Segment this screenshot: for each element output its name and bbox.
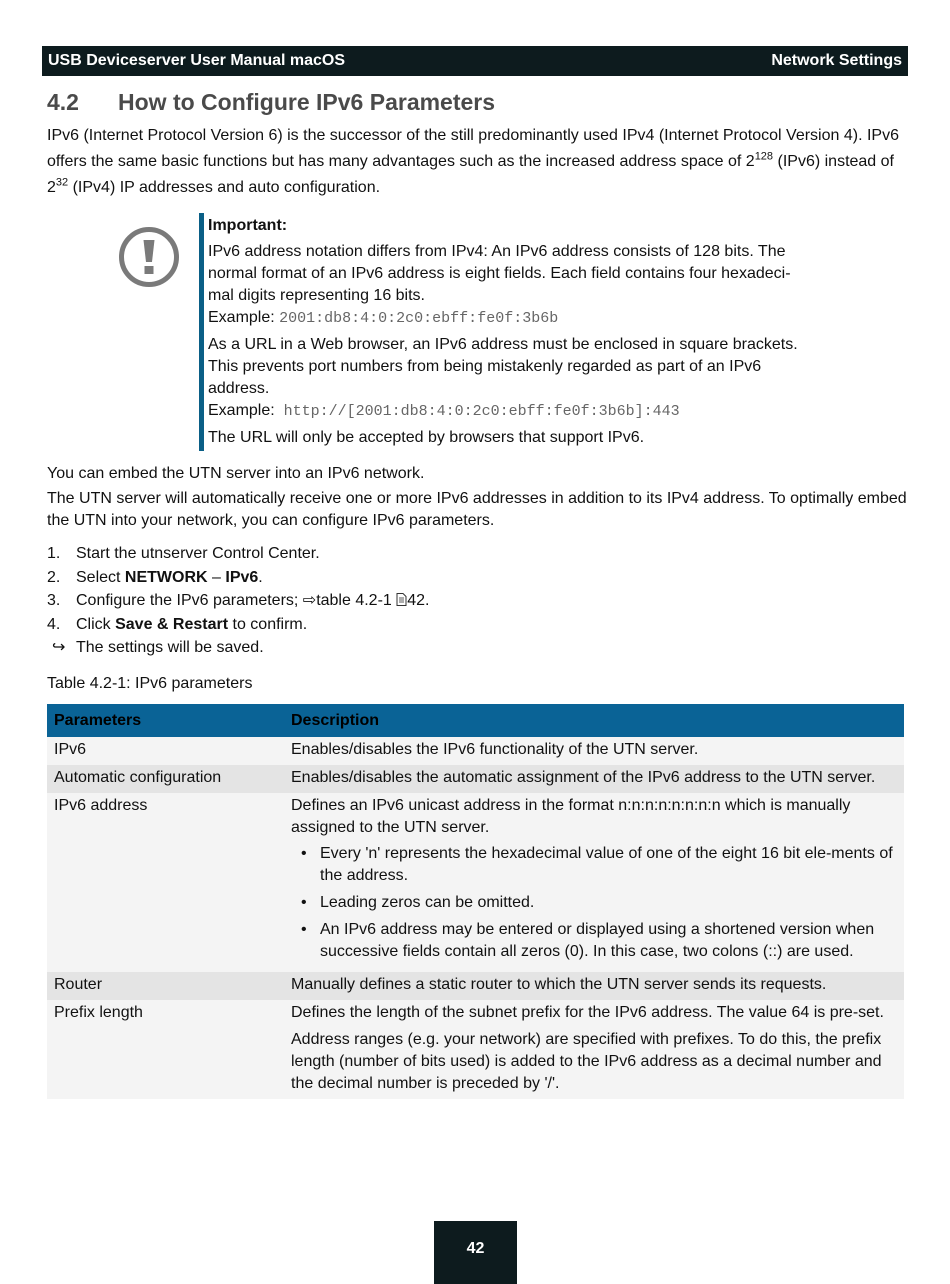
- table-row: [47, 737, 904, 765]
- section-title: How to Configure IPv6 Parameters: [118, 89, 496, 115]
- step-text: to confirm.: [228, 615, 308, 633]
- param-cell: IPv6 address: [47, 793, 284, 972]
- param-cell: Automatic configuration: [47, 765, 284, 793]
- page-number: 42: [434, 1221, 517, 1284]
- bullet-item: [291, 843, 897, 887]
- description-cell: Manually defines a static router to which the UTN server sends its requests.: [284, 972, 904, 1000]
- step-4: [47, 613, 907, 637]
- intro-sup-32: 32: [55, 176, 69, 189]
- section-heading: [47, 89, 495, 116]
- embed-paragraph-1: You can embed the UTN server into an IPv6 network.: [47, 465, 425, 482]
- step-2: [47, 566, 907, 590]
- step-text: Click: [76, 615, 116, 633]
- important-line-3: mal digits representing 16 bits.: [208, 287, 425, 304]
- manual-title: USB Deviceserver User Manual macOS: [48, 52, 346, 69]
- ipv6-parameters-table: [47, 704, 904, 1099]
- result-arrow-icon: ↪: [52, 639, 66, 656]
- running-header: [42, 46, 908, 76]
- table-row: [47, 1000, 904, 1099]
- bullet-icon: •: [301, 845, 307, 862]
- example-1: [208, 307, 848, 330]
- step-3: [47, 589, 907, 613]
- table-row: [47, 765, 904, 793]
- menu-ipv6: IPv6: [225, 568, 259, 586]
- page-icon: [396, 593, 407, 606]
- step-number: 1.: [47, 545, 61, 562]
- important-line-7: The URL will only be accepted by browsers that support IPv6.: [208, 429, 645, 446]
- bullet-text: Every 'n' represents the hexadecimal value of one of the eight 16 bit ele-ments of the address.: [320, 845, 893, 884]
- bullet-text: Leading zeros can be omitted.: [320, 894, 535, 911]
- intro-text-3: (IPv4) IP addresses and auto configuration.: [68, 179, 381, 196]
- steps-list: [47, 542, 907, 660]
- exclamation-circle-icon: [118, 226, 180, 288]
- bullet-item: [291, 892, 897, 914]
- step-text: Configure the IPv6 parameters;: [76, 592, 303, 609]
- step-result: [47, 636, 907, 660]
- table-caption: Table 4.2-1: IPv6 parameters: [47, 675, 253, 692]
- description-text: Defines the length of the subnet prefix for the IPv6 address. The value 64 is pre-set.: [291, 1004, 884, 1021]
- arrow-icon: ⇨: [302, 592, 317, 609]
- description-cell: Enables/disables the IPv6 functionality of the UTN server.: [284, 737, 904, 765]
- description-text-2: Address ranges (e.g. your network) are specified with prefixes. To do this, the prefix length (number of bits used) is added to the IPv6 address as a decimal number and the decimal number is preceded by '/'.: [291, 1031, 882, 1092]
- step-number: 4.: [47, 615, 61, 633]
- example-1-label: Example:: [208, 309, 275, 326]
- intro-sup-128: 128: [754, 150, 774, 163]
- description-cell: [284, 793, 904, 972]
- important-line-1: IPv6 address notation differs from IPv4: An IPv6 address consists of 128 bits. The: [208, 243, 786, 260]
- save-restart-label: Save & Restart: [115, 615, 229, 633]
- important-line-6: address.: [208, 380, 270, 397]
- param-cell: Router: [47, 972, 284, 1000]
- step-number: 2.: [47, 568, 61, 586]
- description-cell: Enables/disables the automatic assignment of the IPv6 address to the UTN server.: [284, 765, 904, 793]
- intro-paragraph: [47, 123, 907, 201]
- important-line-5: This prevents port numbers from being mistakenly regarded as part of an IPv6: [208, 358, 762, 375]
- important-line-2: normal format of an IPv6 address is eight fields. Each field contains four hexadeci-: [208, 265, 791, 282]
- table-reference-link[interactable]: table 4.2-1: [316, 592, 397, 609]
- bullet-icon: •: [301, 894, 307, 911]
- section-number: 4.2: [47, 89, 79, 115]
- important-note: [208, 215, 848, 449]
- intro-text-1: IPv6 (Internet Protocol Version 6) is the successor of the still predominantly used IPv4 (Internet Protocol Version 4). IPv6 offers the same basic functions but has many advantages such as the increased address space of 2: [47, 127, 899, 170]
- bullet-item: [291, 919, 897, 963]
- step-text: .: [258, 568, 263, 586]
- example-2: [208, 400, 848, 423]
- important-title: Important:: [208, 217, 288, 234]
- chapter-title: Network Settings: [771, 52, 902, 69]
- param-cell: Prefix length: [47, 1000, 284, 1099]
- description-cell: [284, 1000, 904, 1099]
- bullet-list: [291, 843, 897, 963]
- result-text: The settings will be saved.: [76, 639, 264, 656]
- menu-network: NETWORK: [124, 568, 208, 586]
- intro-text-2: (IPv6) instead of 2: [47, 153, 894, 196]
- table-row: [47, 793, 904, 972]
- column-header-parameters: Parameters: [47, 704, 284, 737]
- example-2-code: http://[2001:db8:4:0:2c0:ebff:fe0f:3b6b]:443: [283, 403, 680, 420]
- column-header-description: Description: [284, 704, 904, 737]
- example-1-code: 2001:db8:4:0:2c0:ebff:fe0f:3b6b: [279, 310, 559, 327]
- description-text: Defines an IPv6 unicast address in the format n:n:n:n:n:n:n:n which is manually assigned to the UTN server.: [291, 797, 851, 836]
- table-header-row: [47, 704, 904, 737]
- table-row: [47, 972, 904, 1000]
- step-1: [47, 542, 907, 566]
- example-2-label: Example:: [208, 402, 275, 419]
- bullet-icon: •: [301, 921, 307, 938]
- step-number: 3.: [47, 592, 61, 609]
- param-cell: IPv6: [47, 737, 284, 765]
- important-line-4: As a URL in a Web browser, an IPv6 address must be enclosed in square brackets.: [208, 336, 798, 353]
- embed-paragraph-2: The UTN server will automatically receive one or more IPv6 addresses in addition to its IPv4 address. To optimally embed the UTN into your network, you can configure IPv6 parameters.: [47, 490, 907, 529]
- step-text: Start the utnserver Control Center.: [76, 545, 320, 562]
- step-text: –: [207, 568, 226, 586]
- step-text: Select: [76, 568, 125, 586]
- bullet-text: An IPv6 address may be entered or displayed using a shortened version when successive fields contain all zeros (0). In this case, two colons (::) are used.: [320, 921, 875, 960]
- important-bar: [199, 213, 204, 451]
- page-reference: 42.: [407, 592, 430, 609]
